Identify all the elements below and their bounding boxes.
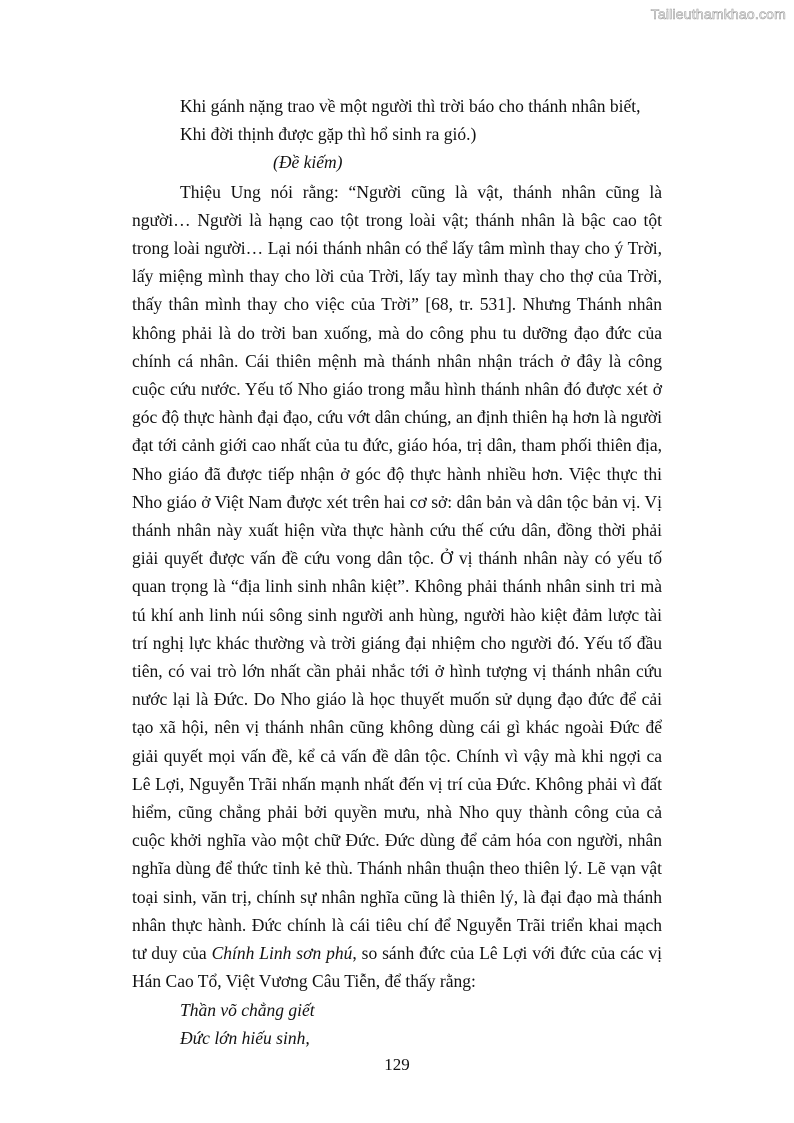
body-paragraph: [132, 178, 662, 996]
poem-line-1: Thần võ chẳng giết: [180, 999, 315, 1020]
work-title: Chính Linh sơn phú: [211, 943, 353, 964]
paragraph-text-end: , so sánh đức của Lê Lợi với đức của các vị Hán Cao Tổ, Việt Vương Câu Tiễn, để thấy rằng:: [132, 943, 662, 992]
page-body: [132, 92, 662, 1052]
poem-line-2: Đức lớn hiếu sinh,: [180, 1027, 310, 1048]
paragraph-text: Thiệu Ung nói rằng: “Người cũng là vật, thánh nhân cũng là người… Người là hạng cao tột trong loài vật; thánh nhân là bậc cao tột trong loài người… Lại nói thánh nhân có thể lấy tâm mình thay cho ý Trời, lấy miệng mình thay cho lời của Trời, lấy tay mình thay cho thợ của Trời, thấy thân mình thay cho việc của Trời” [68, tr. 531]. Nhưng Thánh nhân không phải là do trời ban xuống, mà do công phu tu dưỡng đạo đức của chính cá nhân. Cái thiên mệnh mà thánh nhân nhận trách ở đây là công cuộc cứu nước. Yếu tố Nho giáo trong mẫu hình thánh nhân đó được xét ở góc độ thực hành đại đạo, cứu vớt dân chúng, an định thiên hạ hơn là người đạt tới cảnh giới cao nhất của tu đức, giáo hóa, trị dân, tham phối thiên địa, Nho giáo đã được tiếp nhận ở góc độ thực hành nhiều hơn. Việc thực thi Nho giáo ở Việt Nam được xét trên hai cơ sở: dân bản và dân tộc bản vị. Vị thánh nhân này xuất hiện vừa thực hành cứu thế cứu dân, đồng thời phải giải quyết được vấn đề cứu vong dân tộc. Ở vị thánh nhân này có yếu tố quan trọng là “địa linh sinh nhân kiệt”. Không phải thánh nhân sinh tri mà tú khí anh linh núi sông sinh người anh hùng, người hào kiệt đảm lược tài trí nghị lực khác thường và trời giáng đại nhiệm cho người đó. Yếu tố đầu tiên, có vai trò lớn nhất cần phải nhắc tới ở hình tượng vị thánh nhân cứu nước lại là Đức. Do Nho giáo là học thuyết muốn sử dụng đạo đức để cải tạo xã hội, nên vị thánh nhân cũng không dùng cái gì khác ngoài Đức để giải quyết mọi vấn đề, kể cả vấn đề dân tộc. Chính vì vậy mà khi ngợi ca Lê Lợi, Nguyễn Trãi nhấn mạnh nhất đến vị trí của Đức. Không phải vì đất hiểm, cũng chẳng phải bởi quyền mưu, nhà Nho quy thành công của cả cuộc khởi nghĩa vào một chữ Đức. Đức dùng để cảm hóa con người, nhân nghĩa dùng để thức tỉnh kẻ thù. Thánh nhân thuận theo thiên lý. Lẽ vạn vật toại sinh, văn trị, chính sự nhân nghĩa cũng là thiên lý, là đại đạo mà thánh nhân thực hành. Đức chính là cái tiêu chí để Nguyễn Trãi triển khai mạch tư duy của: [132, 181, 662, 964]
verse-line-1: Khi gánh nặng trao về một người thì trời báo cho thánh nhân biết,: [180, 96, 641, 116]
watermark: Tailieuthamkhao.com: [650, 6, 786, 22]
page-number: 129: [384, 1055, 410, 1074]
verse-source: (Đề kiếm): [273, 152, 343, 173]
verse-line-2: Khi đời thịnh được gặp thì hổ sinh ra gió.): [180, 124, 477, 145]
